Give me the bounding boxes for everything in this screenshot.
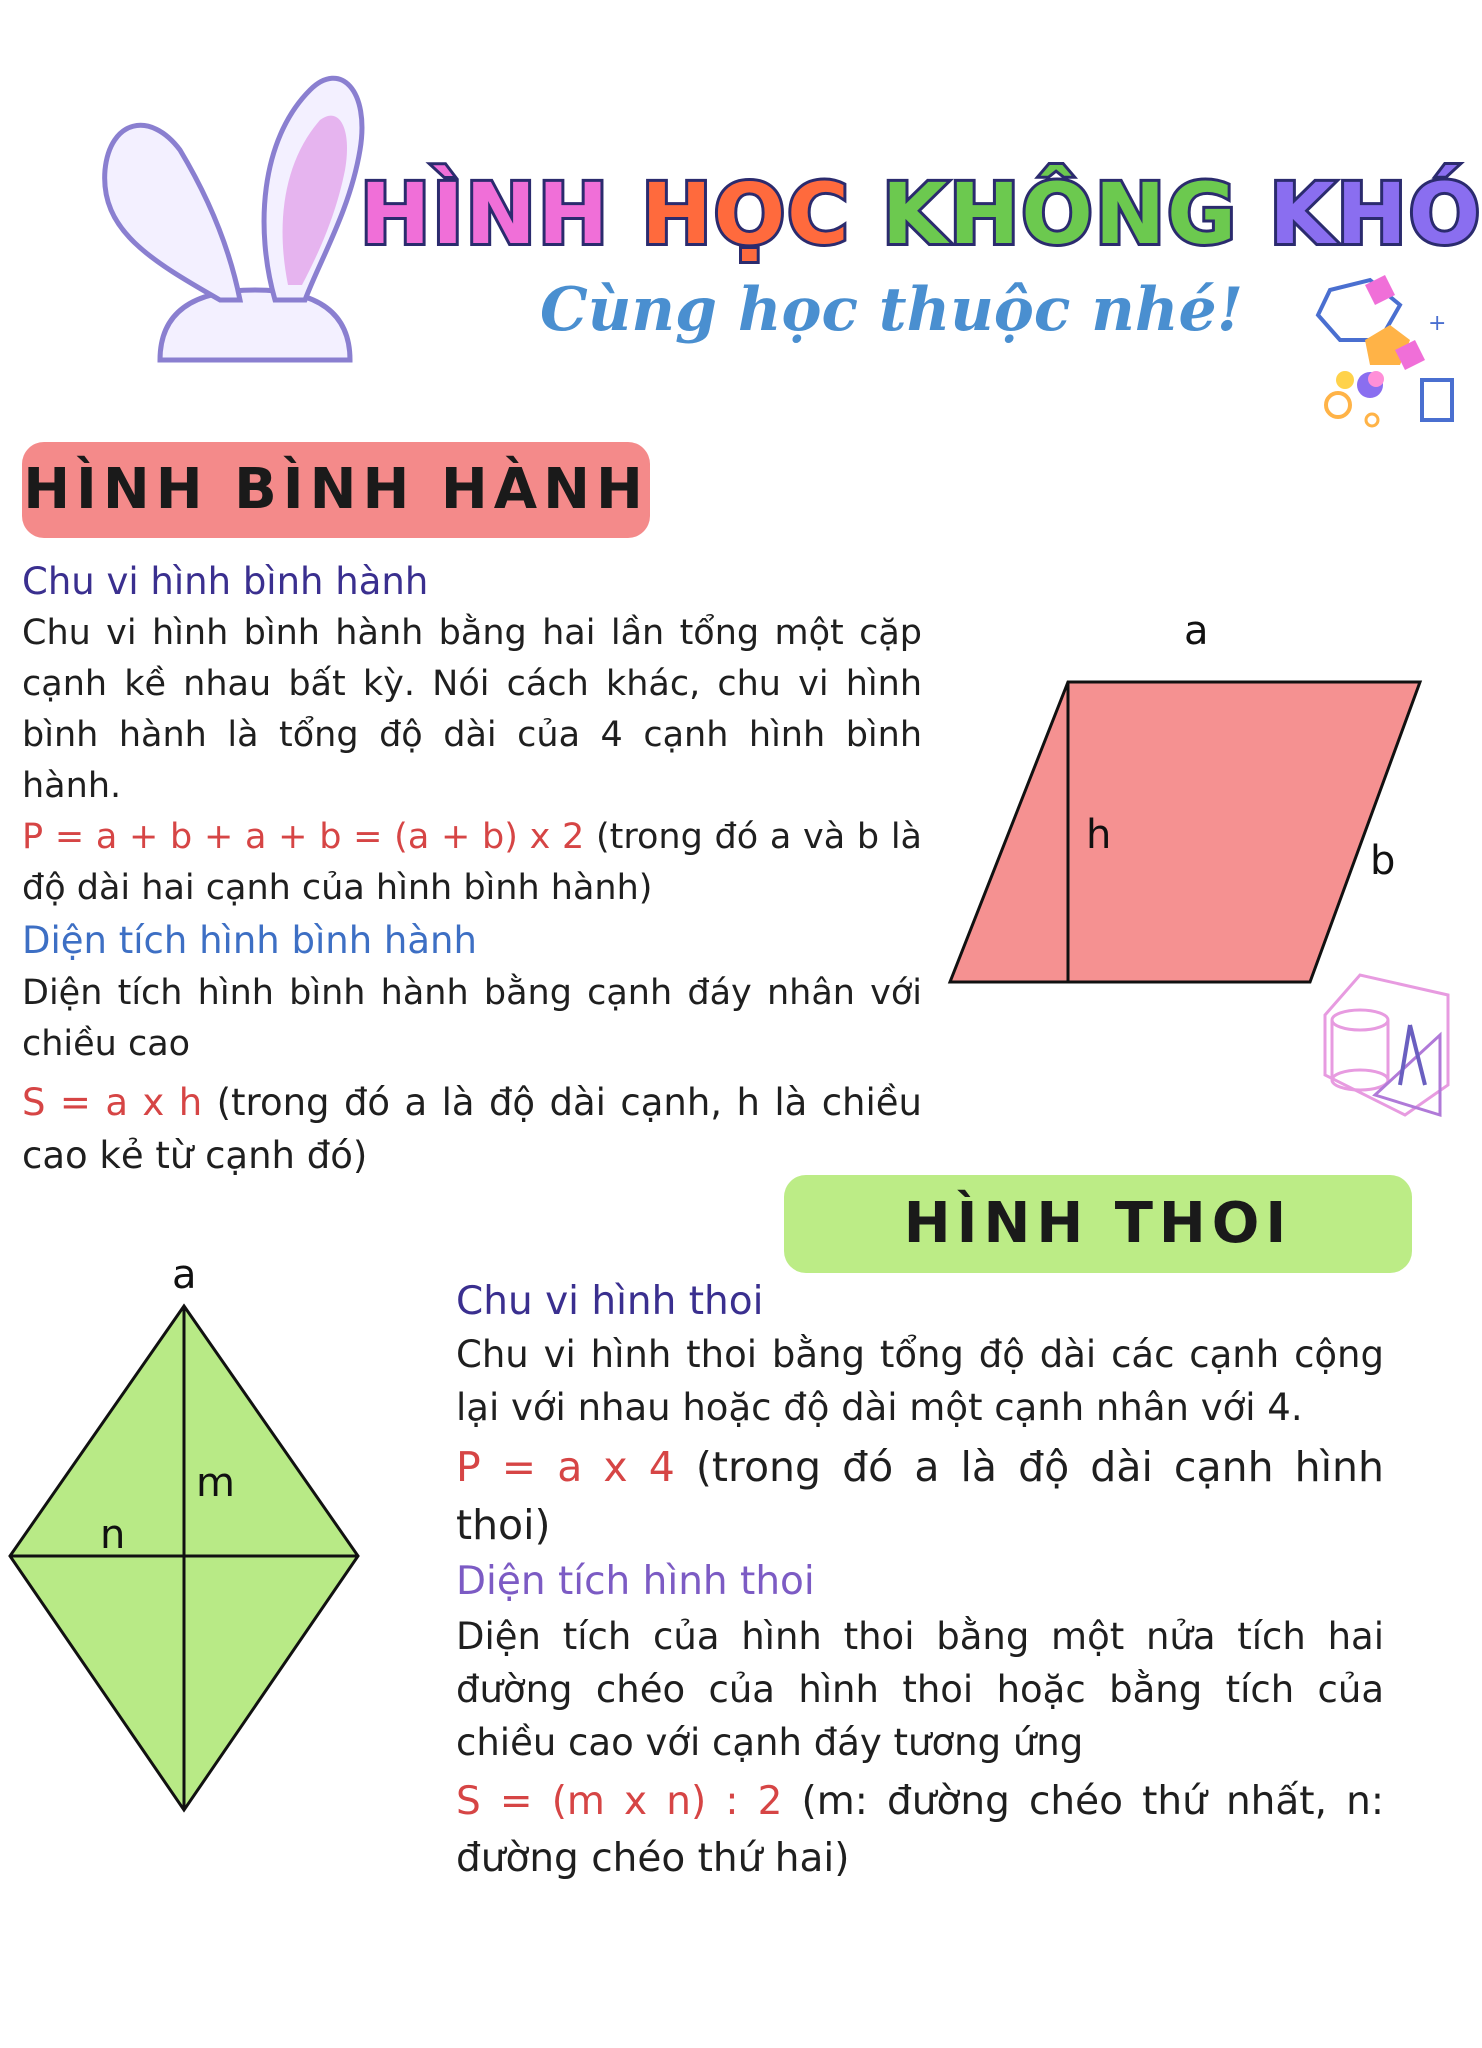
page-subtitle: Cùng học thuộc nhé! [540, 275, 1244, 345]
rhombus-perimeter-heading: Chu vi hình thoi [456, 1279, 764, 1324]
parallelogram-area-text: Diện tích hình bình hành bằng cạnh đáy nhân với chiều cao [22, 973, 922, 1064]
svg-text:+: + [1428, 311, 1447, 336]
parallelogram-text-block [22, 556, 922, 1182]
parallelogram-figure [940, 670, 1430, 990]
geometry-shapes-decoration [1310, 270, 1448, 440]
parallelogram-area-formula: S = a x h [22, 1081, 203, 1124]
page-title-word-4: KHÓ [1269, 165, 1482, 263]
parallelogram-perimeter-formula-line [22, 812, 922, 914]
rhombus-area-formula: S = (m x n) : 2 [456, 1779, 783, 1824]
parallelogram-area-note: (trong đó a là độ dài cạnh, h là chiều cao kẻ từ cạnh đó) [22, 1081, 922, 1177]
parallelogram-area-heading: Diện tích hình bình hành [22, 919, 477, 962]
parallelogram-area-formula-line [22, 1076, 922, 1182]
rhombus-area-heading: Diện tích hình thoi [456, 1559, 815, 1604]
section-title-rhombus: HÌNH THOI [784, 1175, 1412, 1273]
parallelogram-perimeter-text: Chu vi hình bình hành bằng hai lần tổng một cặp cạnh kề nhau bất kỳ. Nói cách khác, chu vi hình bình hành là tổng độ dài của 4 cạnh hình bình hành. [22, 613, 922, 806]
rhombus-area-formula-line [456, 1773, 1384, 1887]
page-title [360, 165, 1482, 263]
page-title-word-3: KHÔNG [882, 165, 1270, 263]
rhombus-figure [0, 1290, 372, 1840]
rhombus-label-m: m [196, 1460, 235, 1506]
rhombus-area-text: Diện tích của hình thoi bằng một nửa tích hai đường chéo của hình thoi hoặc bằng tích của chiều cao với cạnh đáy tương ứng [456, 1615, 1384, 1764]
section-title-parallelogram: HÌNH BÌNH HÀNH [22, 442, 650, 538]
rhombus-area-note: (m: đường chéo thứ nhất, n: đường chéo thứ hai) [456, 1779, 1384, 1881]
rhombus-label-n: n [100, 1512, 126, 1558]
rhombus-perimeter-text: Chu vi hình thoi bằng tổng độ dài các cạnh cộng lại với nhau hoặc độ dài một cạnh nhân với 4. [456, 1333, 1384, 1429]
page-title-word-1: HÌNH [360, 165, 642, 263]
rhombus-perimeter-note: (trong đó a là độ dài cạnh hình thoi) [456, 1443, 1384, 1549]
geometry-tools-decoration [1315, 965, 1448, 1135]
page-title-word-2: HỌC [641, 165, 883, 263]
parallelogram-label-h: h [1086, 812, 1112, 858]
parallelogram-label-a: a [1184, 608, 1209, 654]
rhombus-perimeter-formula-line [456, 1438, 1384, 1554]
parallelogram-label-b: b [1370, 838, 1396, 884]
rhombus-text-block [456, 1276, 1384, 1887]
parallelogram-shape [950, 682, 1420, 982]
rhombus-label-a: a [172, 1252, 197, 1298]
rhombus-perimeter-formula: P = a x 4 [456, 1443, 675, 1491]
parallelogram-perimeter-note: (trong đó a và b là độ dài hai cạnh của hình bình hành) [22, 817, 922, 908]
parallelogram-perimeter-formula: P = a + b + a + b = (a + b) x 2 [22, 817, 585, 857]
parallelogram-perimeter-heading: Chu vi hình bình hành [22, 560, 429, 603]
